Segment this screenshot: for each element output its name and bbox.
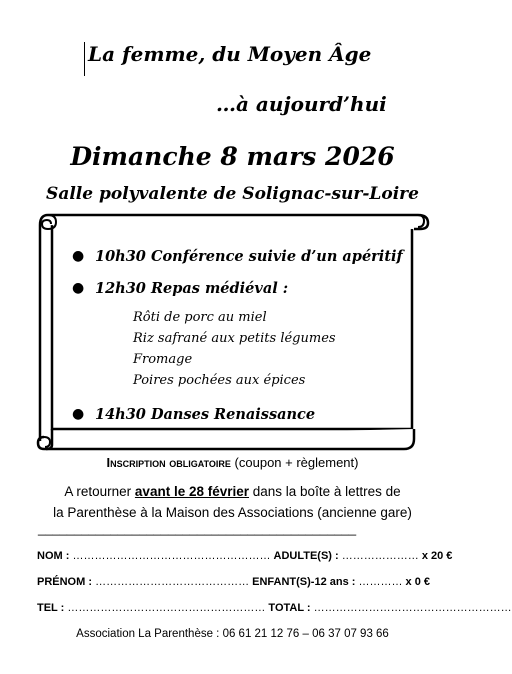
prenom-field[interactable]: …………………………………… [95, 576, 250, 588]
adultes-price: x 20 € [421, 550, 453, 562]
nom-label: NOM : [37, 550, 70, 562]
title-line-1: La femme, du Moyen Âge [88, 42, 372, 66]
text-cursor [84, 42, 85, 76]
menu-item: Riz safrané aux petits légumes [133, 331, 336, 346]
event-date: Dimanche 8 mars 2026 [70, 142, 395, 171]
adultes-field[interactable]: ………………… [341, 550, 419, 562]
form-row-prenom [37, 576, 430, 588]
enfants-price: x 0 € [405, 576, 431, 588]
program-item-danses: 14h30 Danses Renaissance [95, 406, 316, 423]
prenom-label: PRÉNOM : [37, 576, 92, 588]
inscription-label: Inscription obligatoire [106, 455, 231, 470]
return-info-line-1 [0, 484, 465, 499]
event-venue: Salle polyvalente de Solignac-sur-Loire [46, 184, 419, 204]
program-item-conference: 10h30 Conférence suivie d’un apéritif [95, 248, 403, 265]
contact-info: Association La Parenthèse : 06 61 21 12 76 – 06 37 07 93 66 [76, 628, 389, 640]
cut-separator: ____________________________________________ [38, 521, 357, 536]
menu-item: Fromage [133, 352, 193, 367]
inscription-note: (coupon + règlement) [234, 455, 359, 470]
bullet-icon: ● [72, 280, 85, 296]
total-field[interactable]: ……………………………………………… [313, 602, 512, 614]
menu-item: Rôti de porc au miel [133, 310, 267, 325]
inscription-line [0, 455, 465, 470]
bullet-icon: ● [72, 406, 85, 422]
adultes-label: ADULTE(S) : [273, 550, 339, 562]
tel-field[interactable]: ……………………………………………… [67, 602, 266, 614]
return-suffix: dans la boîte à lettres de [252, 484, 401, 499]
form-row-tel [37, 602, 512, 614]
return-info-line-2: la Parenthèse à la Maison des Associations (ancienne gare) [53, 505, 412, 520]
form-row-nom [37, 550, 452, 562]
tel-label: TEL : [37, 602, 65, 614]
enfants-field[interactable]: ………… [358, 576, 403, 588]
bullet-icon: ● [72, 248, 85, 264]
menu-item: Poires pochées aux épices [133, 373, 306, 388]
program-item-repas: 12h30 Repas médiéval : [95, 280, 289, 297]
enfants-label: ENFANT(S)-12 ans : [252, 576, 356, 588]
total-label: TOTAL : [268, 602, 311, 614]
return-deadline: avant le 28 février [134, 484, 249, 499]
nom-field[interactable]: ……………………………………………… [72, 550, 271, 562]
return-prefix: A retourner [64, 484, 132, 499]
title-line-2: …à aujourd’hui [216, 92, 387, 116]
